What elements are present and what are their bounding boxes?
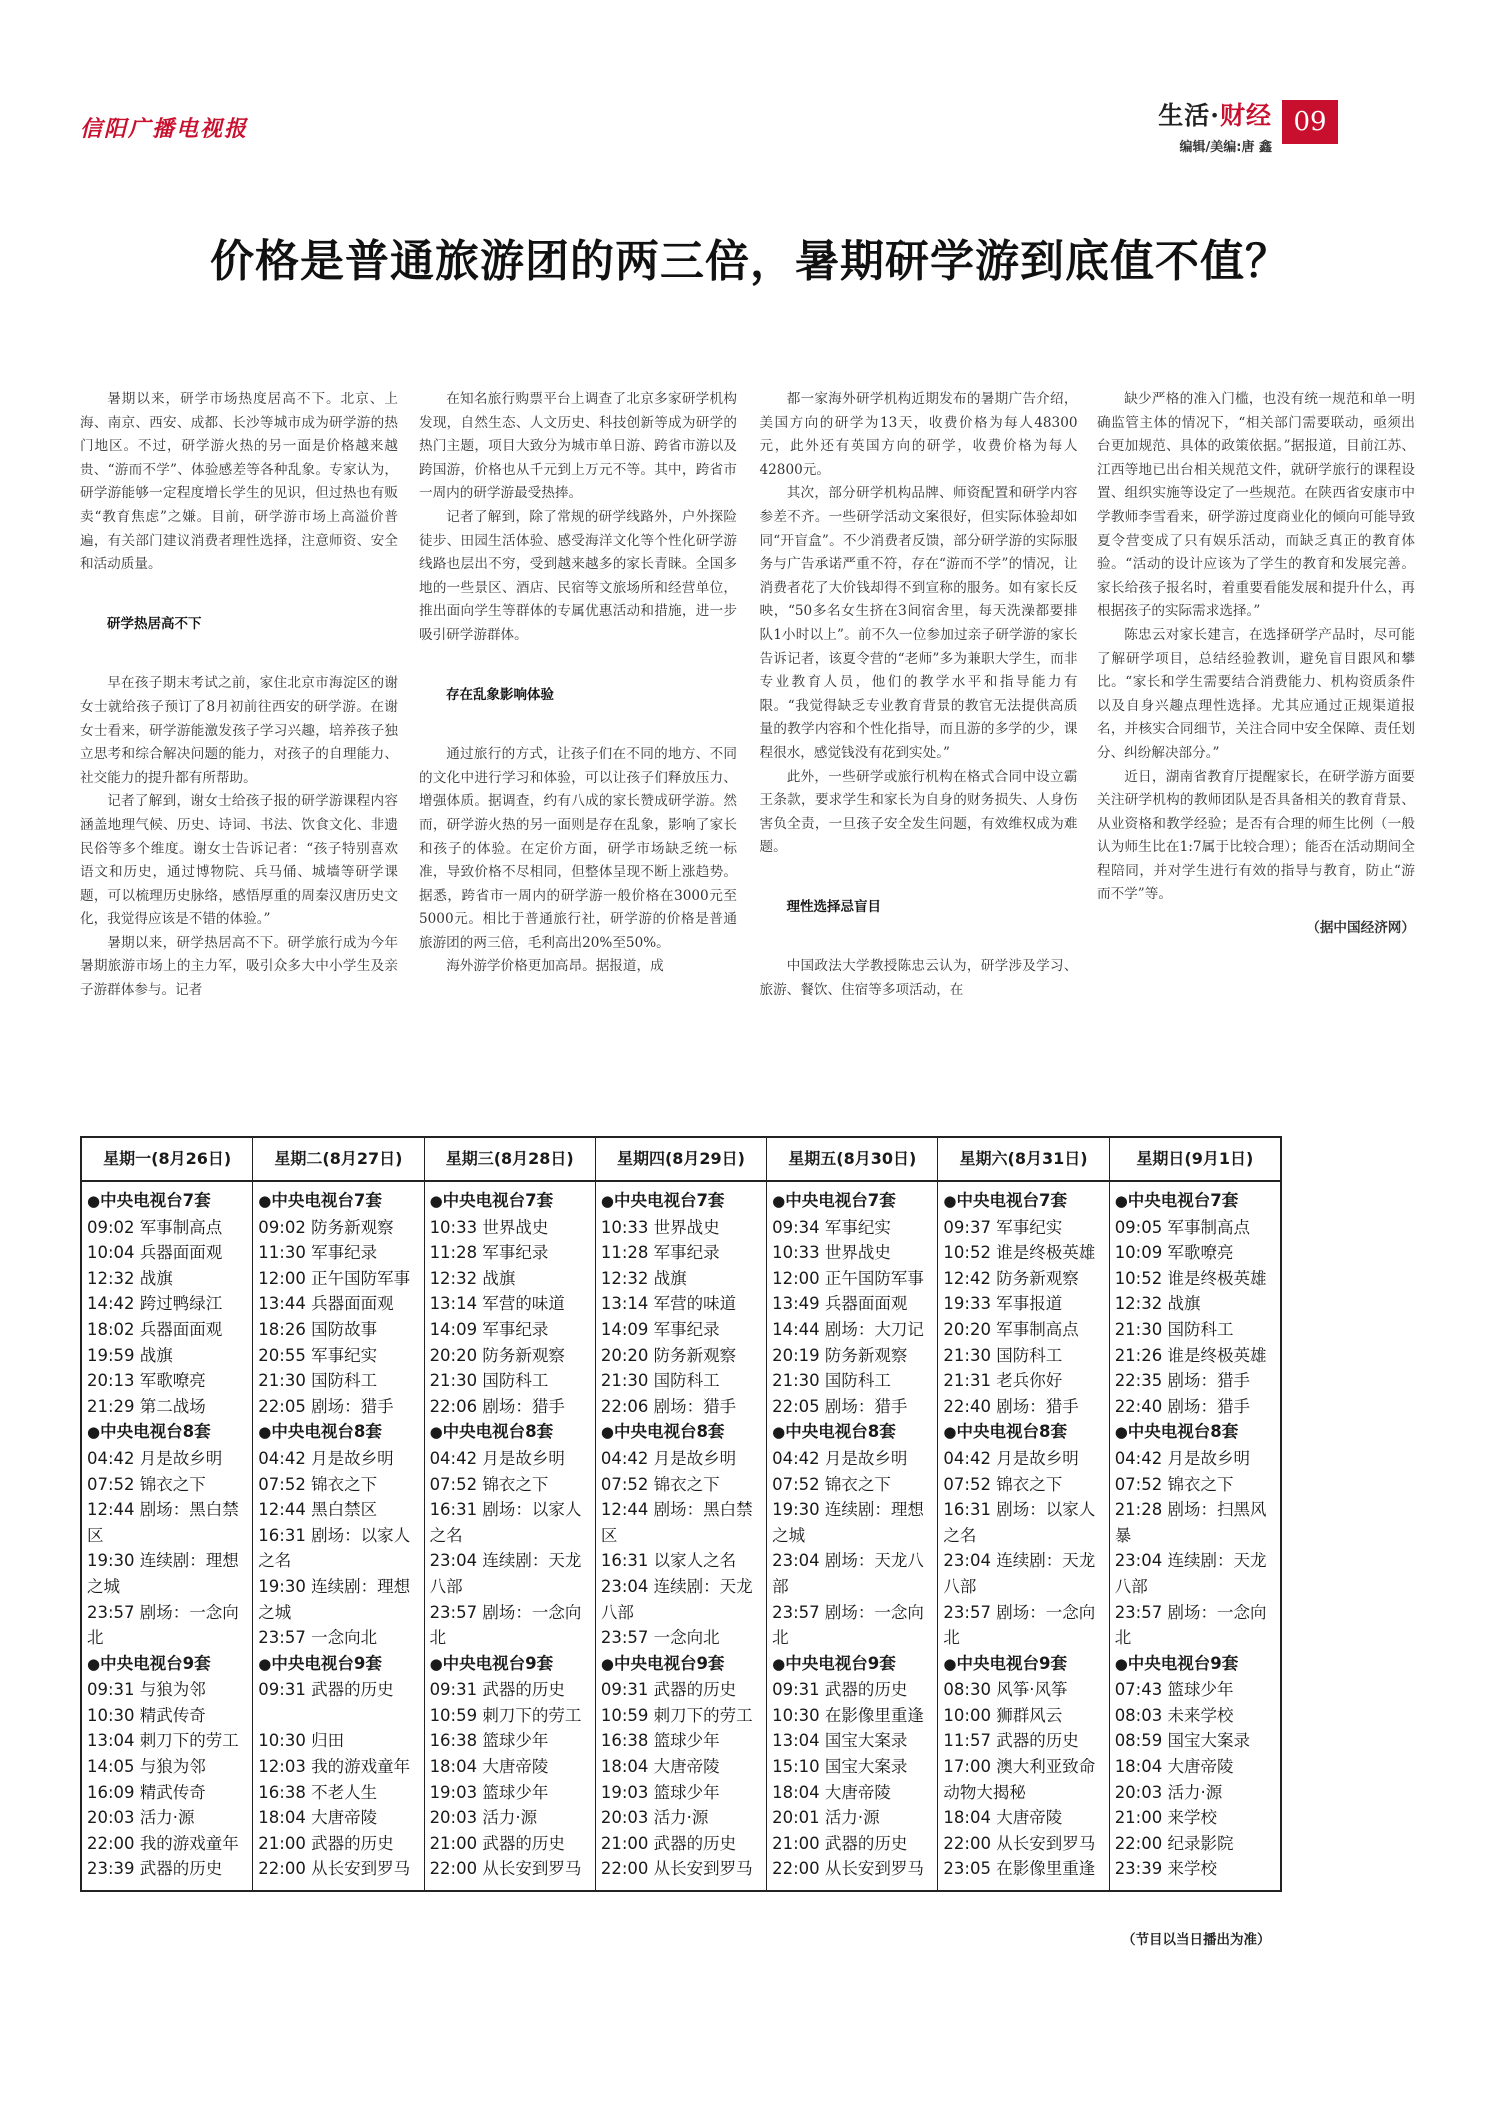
- program-item: 23:57 剧场：一念向北: [429, 1602, 582, 1648]
- article-paragraph: 早在孩子期末考试之前，家住北京市海淀区的谢女士就给孩子预订了8月初前往西安的研学游。在谢女士看来，研学游能激发孩子学习兴趣，培养孩子独立思考和综合解决问题的能力，对孩子的自理能力、社交能力的提升都有所帮助。: [80, 675, 398, 786]
- program-item: 07:52 锦衣之下: [600, 1474, 720, 1494]
- article-paragraph: 中国政法大学教授陈忠云认为，研学涉及学习、旅游、餐饮、住宿等多项活动，在: [759, 958, 1078, 999]
- program-item: 14:44 剧场：大刀记: [772, 1319, 924, 1339]
- program-item: 10:33 世界战史: [600, 1217, 720, 1237]
- program-item: 22:40 剧场：猎手: [1114, 1396, 1250, 1416]
- program-item: 11:30 军事纪录: [258, 1243, 378, 1263]
- article-paragraph: 通过旅行的方式，让孩子们在不同的地方、不同的文化中进行学习和体验，可以让孩子们释放压力、增强体质。据调查，约有八成的家长赞成研学游。然而，研学游火热的另一面则是存在乱象，影响了家长和孩子的体验。在定价方面，研学市场缺乏统一标准，导致价格不尽相同，但整体呈现不断上涨趋势。据悉，跨省市一周内的研学游一般价格在3000元至5000元。相比于普通旅行社，研学游的价格是普通旅游团的两三倍，毛利高出20%至50%。: [419, 746, 737, 951]
- channel-heading: ● 中央电视台9套: [601, 1651, 762, 1678]
- program-item: 14:09 军事纪录: [429, 1319, 549, 1339]
- article-headline: 价格是普通旅游团的两三倍，暑期研学游到底值不值？: [210, 236, 1290, 287]
- program-item: 09:31 武器的历史: [429, 1680, 565, 1700]
- program-item: 21:28 剧场：扫黑风暴: [1114, 1500, 1267, 1545]
- program-item: 20:03 活力·源: [1114, 1782, 1223, 1802]
- channel-heading: ● 中央电视台9套: [258, 1651, 419, 1678]
- program-item: 07:52 锦衣之下: [772, 1474, 891, 1494]
- program-item: [258, 1703, 419, 1729]
- schedule-day-column: [766, 1138, 937, 1890]
- program-item: 19:59 战旗: [87, 1345, 173, 1365]
- program-item: 04:42 月是故乡明: [429, 1448, 565, 1468]
- program-item: 21:30 国防科工: [943, 1345, 1063, 1365]
- program-item: 21:30 国防科工: [772, 1371, 891, 1391]
- program-item: 21:00 来学校: [1114, 1808, 1217, 1828]
- schedule-day-column: [1109, 1138, 1280, 1890]
- program-item: 10:09 军歌嘹亮: [1114, 1243, 1234, 1263]
- program-item: 19:33 军事报道: [943, 1294, 1063, 1314]
- schedule-day-body: [253, 1182, 423, 1882]
- program-item: 09:02 军事制高点: [87, 1217, 223, 1237]
- program-item: 16:31 剧场：以家人之名: [943, 1500, 1096, 1545]
- program-item: 12:00 正午国防军事: [258, 1268, 411, 1288]
- program-item: 07:52 锦衣之下: [429, 1474, 549, 1494]
- subheading: 研学热居高不下: [107, 615, 202, 632]
- program-item: 11:57 武器的历史: [943, 1731, 1079, 1751]
- program-item: 18:04 大唐帝陵: [258, 1808, 378, 1828]
- program-item: 20:03 活力·源: [87, 1808, 195, 1828]
- channel-heading: ● 中央电视台7套: [430, 1188, 591, 1215]
- program-item: 04:42 月是故乡明: [1114, 1448, 1250, 1468]
- program-item: 21:31 老兵你好: [943, 1371, 1063, 1391]
- program-item: 04:42 月是故乡明: [772, 1448, 908, 1468]
- program-item: 18:04 大唐帝陵: [772, 1782, 891, 1802]
- program-item: 10:30 归田: [258, 1731, 345, 1751]
- program-item: 09:05 军事制高点: [1114, 1217, 1250, 1237]
- program-item: 21:30 国防科工: [429, 1371, 549, 1391]
- article-paragraph: 记者了解到，谢女士给孩子报的研学游课程内容涵盖地理气候、历史、诗词、书法、饮食文化、非遗民俗等多个维度。谢女士告诉记者：“孩子特别喜欢语文和历史，通过博物院、兵马俑、城墙等研学课题，可以梳理历史脉络，感悟厚重的周秦汉唐历史文化，我觉得应该是不错的体验。”: [80, 793, 398, 928]
- article-paragraph: 都一家海外研学机构近期发布的暑期广告介绍，美国方向的研学为13天，收费价格为每人48300元，此外还有英国方向的研学，收费价格为每人42800元。: [759, 391, 1078, 478]
- program-item: 15:10 国宝大案录: [772, 1757, 908, 1777]
- program-item: 22:00 从长安到罗马: [600, 1859, 753, 1879]
- program-item: 07:52 锦衣之下: [87, 1474, 206, 1494]
- channel-heading: ● 中央电视台7套: [943, 1188, 1104, 1215]
- program-item: 17:00 澳大利亚致命动物大揭秘: [943, 1757, 1096, 1802]
- program-item: 13:49 兵器面面观: [772, 1294, 908, 1314]
- program-item: 07:52 锦衣之下: [258, 1474, 378, 1494]
- program-item: 18:02 兵器面面观: [87, 1319, 223, 1339]
- program-item: 11:28 军事纪录: [429, 1243, 549, 1263]
- channel-heading: ● 中央电视台7套: [258, 1188, 419, 1215]
- channel-heading: ● 中央电视台8套: [87, 1419, 248, 1446]
- schedule-day-header: 星期五(8月30日): [767, 1138, 937, 1182]
- program-item: 20:19 防务新观察: [772, 1345, 908, 1365]
- program-item: 14:42 跨过鸭绿江: [87, 1294, 223, 1314]
- program-item: 04:42 月是故乡明: [600, 1448, 737, 1468]
- program-item: 21:00 武器的历史: [772, 1833, 908, 1853]
- program-item: 09:31 武器的历史: [600, 1680, 737, 1700]
- schedule-day-column: [82, 1138, 252, 1890]
- program-item: 10:33 世界战史: [772, 1243, 891, 1263]
- program-item: 20:03 活力·源: [429, 1808, 538, 1828]
- program-item: 13:44 兵器面面观: [258, 1294, 394, 1314]
- program-item: 22:00 从长安到罗马: [429, 1859, 582, 1879]
- program-item: 12:32 战旗: [600, 1268, 687, 1288]
- channel-heading: ● 中央电视台8套: [258, 1419, 419, 1446]
- program-item: 22:06 剧场：猎手: [600, 1396, 737, 1416]
- program-item: 07:52 锦衣之下: [1114, 1474, 1234, 1494]
- schedule-day-body: [938, 1182, 1108, 1882]
- program-item: 13:14 军营的味道: [600, 1294, 737, 1314]
- program-item: 13:04 刺刀下的劳工: [87, 1731, 239, 1751]
- program-item: 23:04 连续剧：天龙八部: [600, 1576, 753, 1622]
- program-item: 12:00 正午国防军事: [772, 1268, 924, 1288]
- program-item: 10:59 刺刀下的劳工: [429, 1705, 582, 1725]
- schedule-day-header: 星期一(8月26日): [82, 1138, 252, 1182]
- program-item: 23:57 剧场：一念向北: [1114, 1602, 1267, 1648]
- program-item: 12:32 战旗: [87, 1268, 173, 1288]
- schedule-day-header: 星期六(8月31日): [938, 1138, 1108, 1182]
- program-item: 22:00 从长安到罗马: [943, 1833, 1096, 1853]
- schedule-day-body: [767, 1182, 937, 1882]
- channel-heading: ● 中央电视台9套: [772, 1651, 933, 1678]
- program-item: 09:34 军事纪实: [772, 1217, 891, 1237]
- program-item: 19:30 连续剧：理想之城: [258, 1576, 411, 1622]
- program-item: 10:30 在影像里重逢: [772, 1705, 924, 1725]
- masthead-logo: 信阳广播电视报: [80, 116, 249, 142]
- program-item: 19:03 篮球少年: [429, 1782, 549, 1802]
- schedule-day-header: 星期二(8月27日): [253, 1138, 423, 1182]
- section-name: 生活·财经: [1158, 101, 1272, 130]
- program-item: 10:33 世界战史: [429, 1217, 549, 1237]
- subheading: 理性选择忌盲目: [786, 898, 881, 915]
- program-item: 20:20 防务新观察: [600, 1345, 737, 1365]
- program-item: 08:30 风筝·风筝: [943, 1680, 1068, 1700]
- program-item: 20:03 活力·源: [600, 1808, 709, 1828]
- program-item: 12:32 战旗: [429, 1268, 516, 1288]
- program-item: 10:30 精武传奇: [87, 1705, 206, 1725]
- program-item: 13:14 军营的味道: [429, 1294, 565, 1314]
- program-item: 09:31 武器的历史: [772, 1680, 908, 1700]
- program-item: 18:04 大唐帝陵: [600, 1757, 720, 1777]
- program-item: 04:42 月是故乡明: [943, 1448, 1079, 1468]
- program-item: 22:06 剧场：猎手: [429, 1396, 565, 1416]
- program-item: 07:43 篮球少年: [1114, 1680, 1234, 1700]
- channel-heading: ● 中央电视台7套: [87, 1188, 248, 1215]
- program-item: 20:20 防务新观察: [429, 1345, 565, 1365]
- program-item: 16:38 篮球少年: [429, 1731, 549, 1751]
- program-item: 21:29 第二战场: [87, 1396, 206, 1416]
- channel-heading: ● 中央电视台9套: [430, 1651, 591, 1678]
- program-item: 12:32 战旗: [1114, 1294, 1201, 1314]
- channel-heading: ● 中央电视台9套: [943, 1651, 1104, 1678]
- program-item: 23:39 武器的历史: [87, 1859, 223, 1879]
- schedule-day-body: [1110, 1182, 1280, 1882]
- channel-heading: ● 中央电视台8套: [1115, 1419, 1276, 1446]
- program-item: 12:03 我的游戏童年: [258, 1757, 411, 1777]
- article-paragraph: 近日，湖南省教育厅提醒家长，在研学游方面要关注研学机构的教师团队是否具备相关的教育背景、从业资格和教学经验；是否有合理的师生比例（一般认为师生比在1:7属于比较合理）；能否在活动期间全程陪同，并对学生进行有效的指导与教育，防止“游而不学”等。: [1097, 768, 1415, 903]
- program-item: 22:05 剧场：猎手: [772, 1396, 908, 1416]
- program-item: 09:37 军事纪实: [943, 1217, 1063, 1237]
- channel-heading: ● 中央电视台8套: [943, 1419, 1104, 1446]
- program-item: 23:04 连续剧：天龙八部: [1114, 1551, 1267, 1596]
- schedule-day-header: 星期日(9月1日): [1110, 1138, 1280, 1182]
- program-item: 22:00 我的游戏童年: [87, 1833, 239, 1853]
- program-item: 10:59 刺刀下的劳工: [600, 1705, 753, 1725]
- schedule-day-column: [937, 1138, 1108, 1890]
- program-item: 09:02 防务新观察: [258, 1217, 394, 1237]
- schedule-day-column: [252, 1138, 423, 1890]
- article-paragraph: 此外，一些研学或旅行机构在格式合同中设立霸王条款，要求学生和家长为自身的财务损失、人身伤害负全责，一旦孩子安全发生问题，有效维权成为难题。: [759, 768, 1078, 856]
- program-item: 14:05 与狼为邻: [87, 1757, 206, 1777]
- article-paragraph: 记者了解到，除了常规的研学线路外，户外探险徒步、田园生活体验、感受海洋文化等个性化研学游线路也层出不穷，受到越来越多的家长青睐。全国多地的一些景区、酒店、民宿等文旅场所和经营单位，推出面向学生等群体的专属优惠活动和措施，进一步吸引研学游群体。: [419, 508, 737, 643]
- program-item: 23:57 剧场：一念向北: [87, 1602, 239, 1648]
- article-column: [80, 388, 398, 1003]
- program-item: 16:31 以家人之名: [600, 1551, 737, 1571]
- program-item: 04:42 月是故乡明: [87, 1448, 223, 1468]
- program-item: 10:52 谁是终极英雄: [943, 1243, 1096, 1263]
- program-item: 07:52 锦衣之下: [943, 1474, 1063, 1494]
- channel-heading: ● 中央电视台8套: [430, 1419, 591, 1446]
- program-item: 20:13 军歌嘹亮: [87, 1371, 206, 1391]
- program-item: 18:26 国防故事: [258, 1319, 378, 1339]
- program-item: 23:57 剧场：一念向北: [772, 1602, 924, 1648]
- schedule-day-body: [596, 1182, 766, 1882]
- channel-heading: ● 中央电视台7套: [1115, 1188, 1276, 1215]
- source-credit: （据中国经济网）: [1306, 920, 1415, 937]
- article-paragraph: 在知名旅行购票平台上调查了北京多家研学机构发现，自然生态、人文历史、科技创新等成为研学的热门主题，项目大致分为城市单日游、跨省市游以及跨国游，价格也从千元到上万元不等。其中，跨省市一周内的研学游最受热捧。: [419, 391, 737, 502]
- program-item: 22:40 剧场：猎手: [943, 1396, 1079, 1416]
- channel-heading: ● 中央电视台9套: [1115, 1651, 1276, 1678]
- program-item: 22:00 从长安到罗马: [772, 1859, 924, 1879]
- tv-schedule-table: [80, 1136, 1282, 1892]
- program-item: 21:00 武器的历史: [258, 1833, 394, 1853]
- schedule-day-header: 星期四(8月29日): [596, 1138, 766, 1182]
- program-item: 19:03 篮球少年: [600, 1782, 720, 1802]
- article-paragraph: 缺少严格的准入门槛，也没有统一规范和单一明确监管主体的情况下，“相关部门需要联动，亟须出台更加规范、具体的政策依据。”据报道，目前江苏、江西等地已出台相关规范文件，就研学旅行的课程设置、组织实施等设定了一些规范。在陕西省安康市中学教师李雪看来，研学游过度商业化的倾向可能导致夏令营变成了只有娱乐活动，而缺乏真正的教育体验。“活动的设计应该为了学生的教育和发展完善。家长给孩子报名时，着重要看能发展和提升什么，再根据孩子的实际需求选择。”: [1097, 391, 1415, 620]
- program-item: 23:04 连续剧：天龙八部: [943, 1551, 1096, 1596]
- article-column: [760, 388, 1078, 1003]
- program-item: 16:31 剧场：以家人之名: [429, 1500, 582, 1545]
- program-item: 12:44 剧场：黑白禁区: [87, 1500, 239, 1545]
- schedule-day-body: [82, 1182, 252, 1882]
- article-paragraph: 暑期以来，研学市场热度居高不下。北京、上海、南京、西安、成都、长沙等城市成为研学游的热门地区。不过，研学游火热的另一面是价格越来越贵、“游而不学”、体验感差等各种乱象。专家认为，研学游能够一定程度增长学生的见识，但过热也有贩卖“教育焦虑”之嫌。目前，研学游市场上高溢价普遍，有关部门建议消费者理性选择，注意师资、安全和活动质量。: [80, 391, 398, 573]
- program-item: 23:57 一念向北: [600, 1628, 720, 1648]
- program-item: 22:00 从长安到罗马: [258, 1859, 411, 1879]
- schedule-day-header: 星期三(8月28日): [425, 1138, 595, 1182]
- program-item: 11:28 军事纪录: [600, 1243, 720, 1263]
- program-item: 18:04 大唐帝陵: [943, 1808, 1063, 1828]
- program-item: 08:59 国宝大案录: [1114, 1731, 1250, 1751]
- article-paragraph: 其次，部分研学机构品牌、师资配置和研学内容参差不齐。一些研学活动文案很好，但实际体验却如同“开盲盒”。不少消费者反馈，部分研学游的实际服务与广告承诺严重不符，存在“游而不学”的情况，让消费者花了大价钱却得不到宣称的服务。如有家长反映，“50多名女生挤在3间宿舍里，每天洗澡都要排队1小时以上”。前不久一位参加过亲子研学游的家长告诉记者，该夏令营的“老师”多为兼职大学生，而非专业教育人员，他们的教学水平和指导能力有限。“我觉得缺乏专业教育背景的教官无法提供高质量的教学内容和个性化指导，而且游的多学的少，课程很水，感觉钱没有花到实处。”: [759, 485, 1078, 761]
- article-column: [419, 388, 737, 979]
- program-item: 23:57 剧场：一念向北: [943, 1602, 1096, 1648]
- program-item: 18:04 大唐帝陵: [1114, 1757, 1234, 1777]
- program-item: 20:01 活力·源: [772, 1808, 880, 1828]
- program-item: 23:57 一念向北: [258, 1628, 378, 1648]
- program-item: 12:42 防务新观察: [943, 1268, 1079, 1288]
- program-item: 08:03 未来学校: [1114, 1705, 1234, 1725]
- program-item: 22:35 剧场：猎手: [1114, 1371, 1250, 1391]
- editor-credit: 编辑/美编:唐 鑫: [1179, 140, 1272, 155]
- subheading: 存在乱象影响体验: [446, 686, 554, 703]
- program-item: 21:30 国防科工: [600, 1371, 720, 1391]
- program-item: 12:44 剧场：黑白禁区: [600, 1500, 753, 1545]
- program-item: 21:30 国防科工: [258, 1371, 378, 1391]
- program-item: 23:05 在影像里重逢: [943, 1859, 1096, 1879]
- program-item: 21:00 武器的历史: [600, 1833, 737, 1853]
- program-item: 10:04 兵器面面观: [87, 1243, 223, 1263]
- article-paragraph: 暑期以来，研学热居高不下。研学旅行成为今年暑期旅游市场上的主力军，吸引众多大中小学生及亲子游群体参与。记者: [80, 934, 398, 999]
- program-item: 22:00 纪录影院: [1114, 1833, 1234, 1853]
- program-item: 09:31 武器的历史: [258, 1680, 394, 1700]
- program-item: 23:39 来学校: [1114, 1859, 1217, 1879]
- program-item: 21:00 武器的历史: [429, 1833, 565, 1853]
- article-paragraph: 陈忠云对家长建言，在选择研学产品时，尽可能了解研学项目，总结经验教训，避免盲目跟风和攀比。“家长和学生需要结合消费能力、机构资质条件以及自身兴趣点理性选择。尤其应通过正规渠道报名，并核实合同细节，关注合同中安全保障、责任划分、纠纷解决部分。”: [1097, 626, 1415, 761]
- program-item: 20:55 军事纪实: [258, 1345, 378, 1365]
- program-item: 04:42 月是故乡明: [258, 1448, 394, 1468]
- program-item: 10:00 狮群风云: [943, 1705, 1063, 1725]
- article-paragraph: 海外游学价格更加高昂。据报道，成: [446, 958, 664, 975]
- schedule-day-column: [424, 1138, 595, 1890]
- program-item: 16:31 剧场：以家人之名: [258, 1525, 411, 1571]
- page-number: 09: [1282, 100, 1338, 144]
- program-item: 19:30 连续剧：理想之城: [87, 1551, 239, 1596]
- program-item: 13:04 国宝大案录: [772, 1731, 908, 1751]
- channel-heading: ● 中央电视台8套: [601, 1419, 762, 1446]
- schedule-note: （节目以当日播出为准）: [1122, 1932, 1271, 1948]
- program-item: 22:05 剧场：猎手: [258, 1396, 394, 1416]
- program-item: 16:38 篮球少年: [600, 1731, 720, 1751]
- program-item: 12:44 黑白禁区: [258, 1500, 378, 1520]
- program-item: 10:52 谁是终极英雄: [1114, 1268, 1267, 1288]
- article-body: [80, 388, 1418, 1078]
- program-item: 21:30 国防科工: [1114, 1319, 1234, 1339]
- schedule-day-body: [425, 1182, 595, 1882]
- program-item: 16:38 不老人生: [258, 1782, 378, 1802]
- program-item: 20:20 军事制高点: [943, 1319, 1079, 1339]
- program-item: 09:31 与狼为邻: [87, 1680, 206, 1700]
- program-item: 21:26 谁是终极英雄: [1114, 1345, 1267, 1365]
- program-item: 19:30 连续剧：理想之城: [772, 1500, 924, 1545]
- program-item: 18:04 大唐帝陵: [429, 1757, 549, 1777]
- channel-heading: ● 中央电视台8套: [772, 1419, 933, 1446]
- program-item: 23:04 连续剧：天龙八部: [429, 1551, 582, 1596]
- channel-heading: ● 中央电视台9套: [87, 1651, 248, 1678]
- schedule-day-column: [595, 1138, 766, 1890]
- channel-heading: ● 中央电视台7套: [772, 1188, 933, 1215]
- program-item: 16:09 精武传奇: [87, 1782, 206, 1802]
- article-column: [1097, 388, 1415, 941]
- program-item: 23:04 剧场：天龙八部: [772, 1551, 924, 1596]
- channel-heading: ● 中央电视台7套: [601, 1188, 762, 1215]
- section-header: [1098, 96, 1338, 166]
- program-item: 14:09 军事纪录: [600, 1319, 720, 1339]
